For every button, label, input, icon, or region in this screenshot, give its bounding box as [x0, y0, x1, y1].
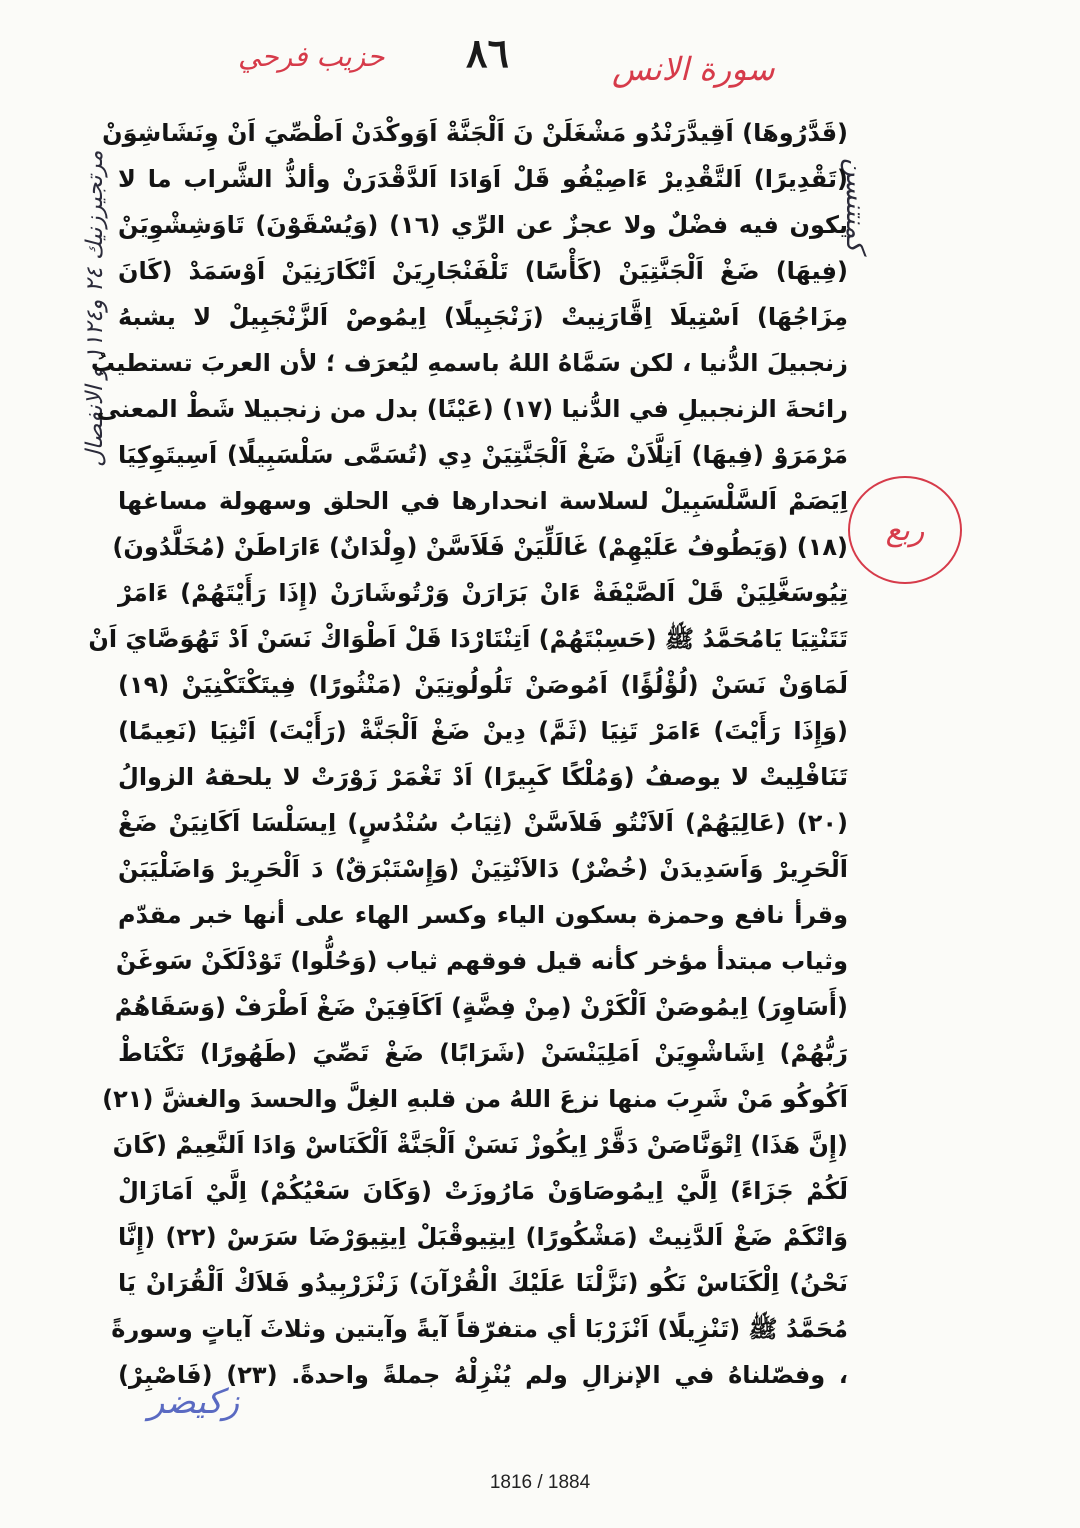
text-line: مَرْمَرَوْ (فِيهَا) اَتِلَّاَنْ ضَغْ اَلْجَنَّتِيَنْ دِي (تُسَمَّى سَلْسَبِيلًا) اَسِيتَوِكِيَا: [118, 441, 848, 469]
text-line: (قَدَّرُوهَا) اَقِيدَّرَنْدُو مَشْغَلَنْ نَ اَلْجَنَّةْ اَوَوكْدَنْ اَطْصِّيَ اَنْ وِنَشَاشِوَنْ: [102, 119, 848, 147]
handwritten-surah-title: سورة الانس: [612, 50, 775, 88]
text-line: تَتَنْتِيَا يَامُحَمَّدُ ﷺ (حَسِبْتَهُمْ) اَتِنْتَارْدَا قَلْ اَطْوَاكْ نَسَنْ اَدْ تَهُوَصَّايَ اَنْ: [88, 625, 848, 653]
text-line: زنجبيلَ الدُّنيا ، لكن سَمَّاهُ اللهُ باسمهِ ليُعرَف ؛ لأن العربَ تستطيبُ: [90, 349, 848, 377]
handwritten-signature: زكيضر: [148, 1382, 240, 1422]
rubu-marker-stamp: [848, 476, 962, 584]
text-line: ، وفصّلناهُ في الإنزالِ ولم يُنْزِلْهُ جملةً واحدةً. (٢٣) (فَاصْبِرْ): [118, 1361, 849, 1389]
text-line: اِيَصَمْ اَلسَّلْسَبِيلْ لسلاسة انحدارها في الحلق وسهولة مساغها: [118, 487, 848, 515]
handwritten-section-note: حزيب فرحي: [238, 40, 385, 73]
text-line: (تَقْدِيرًا) اَلتَّقْدِيرْ ءَاصِيْفُو قَلْ اَوَادَا اَلدَّقْدَرَنْ وألذُّ الشَّراب ما لا: [118, 165, 848, 193]
right-margin-note: كمنتنسن: [840, 158, 870, 252]
page-number: ٨٦: [466, 30, 509, 77]
text-line: لَكُمْ جَزَاءً) اِلَّيْ اِيمُوصَاوَنْ مَارُوزَتْ (وَكَانَ سَعْيُكُمْ) اِلَّيْ اَمَازَالْ: [118, 1177, 848, 1205]
text-line: رائحةَ الزنجبيلِ في الدُّنيا (١٧) (عَيْنًا) بدل من زنجبيلا شَطْ المعنى: [96, 395, 848, 423]
text-line: لَمَاوَنْ نَسَنْ (لُؤْلُؤًا) اَمُوصَنْ تَلُولُوتِيَنْ (مَنْثُورًا) فِيتَكْتَكْنِيَنْ (١٩): [118, 671, 848, 699]
text-line: اَلْحَرِيرْ وَاَسَدِيدَنْ (خُضْرٌ) دَالاَنْتِيَنْ (وَإِسْتَبْرَقٌ) دَ اَلْحَرِيرْ وَاضَلْيَبَنْ: [118, 855, 848, 883]
text-line: (أَسَاوِرَ) اِيمُوصَنْ اَلْكَرْنْ (مِنْ فِضَّةٍ) اَكَاَفِيَنْ ضَغْ اَطْرَفْ (وَسَقَاهُمْ: [114, 993, 848, 1021]
text-line: مِزَاجُهَا) اَسْتِيلَا اِقَّارَنِيتْ (زَنْجَبِيلًا) اِيمُوصْ اَلزَّنْجَبِيلْ لا يشبهُ: [118, 303, 848, 331]
left-margin-note: مرتجيرزنيك ٢٤ و١١٢٤ و الانفصال: [82, 150, 108, 467]
text-line: (فِيهَا) ضَغْ اَلْجَنَّتِيَنْ (كَأْسًا) تَلْفَنْجَارِيَنْ اَتْكَارَنِيَنْ اَوْسَمَدْ (كَانَ: [118, 257, 848, 285]
text-line: وثياب مبتدأ مؤخر كأنه قيل فوقهم ثياب (وَحُلُّوا) تَوْدْلَكَنْ سَوغَنْ: [115, 947, 848, 975]
text-line: اَكُوكُو مَنْ شَرِبَ منها نزعَ اللهُ من قلبهِ الغِلَّ والحسدَ والغشَّ (٢١): [102, 1085, 848, 1113]
text-line: وقرأ نافع وحمزة بسكون الياء وكسر الهاء على أنها خبر مقدّم: [118, 901, 848, 929]
text-line: (١٨) (وَيَطُوفُ عَلَيْهِمْ) غَالَلِّيَنْ فَلَاَسَّنْ (وِلْدَانٌ) ءَارَاطَنْ (مُخَلَّدُونَ): [112, 533, 848, 561]
text-line: (٢٠) (عَالِيَهُمْ) اَلاَنْتُو فَلاَسَّنْ (ثِيَابُ سُنْدُسٍ) اِيسَلْسَا اَكَانِيَنْ ضَغْ: [118, 809, 848, 837]
text-line: نَحْنُ) اِلْكَنَاسْ نَكُو (نَزَّلْنَا عَلَيْكَ الْقُرْآنَ) زَنْزَرْبِيدُو فَلاَكْ اَلْقُرَانْ يَا: [118, 1269, 848, 1297]
text-line: تَنَافْلِيتْ لا يوصفُ (وَمُلْكًا كَبِيرًا) اَدْ تَغْمَرْ زَوْرَتْ لا يلحقهُ الزوالُ: [118, 763, 848, 791]
rubu-marker-label: ربع: [885, 512, 925, 548]
text-line: يكون فيه فضْلٌ ولا عجزٌ عن الرِّي (١٦) (وَيُسْقَوْنَ) تَاوَشِشْوِيَنْ: [118, 211, 848, 239]
text-line: وَاتْكَمْ ضَغْ اَلدَّنِيتْ (مَشْكُورًا) اِيتِيوقْبَلْ اِيتِيوَرْضَا سَرَسْ (٢٢) (إِنَّا: [118, 1223, 848, 1251]
text-line: مُحَمَّدُ ﷺ (تَنْزِيلًا) اَنْزَرْبَا أي متفرّقاً آيةً وآيتين وثلاثَ آياتٍ وسورةً: [111, 1315, 848, 1343]
text-line: (إِنَّ هَذَا) اِتْوَنَّاصَنْ دَقَّرْ اِيكُوزْ نَسَنْ اَلْجَنَّةْ اَلْكَنَاسْ وَادَا اَلنَّعِيمْ (كَانَ: [112, 1131, 848, 1159]
page-counter: 1816 / 1884: [489, 1472, 591, 1493]
text-line: (وَإِذَا رَأَيْتَ) ءَامَرْ تَنِيَا (ثَمَّ) دِينْ ضَغْ اَلْجَنَّةْ (رَأَيْتَ) اَتْنِيَا (نَعِيمًا): [118, 717, 848, 745]
text-line: رَبُّهُمْ) اِشَاشْوِيَنْ اَمَلِيَنْسَنْ (شَرَابًا) ضَغْ تَصِّيَ (طَهُورًا) تَكْنَاطْ: [118, 1039, 848, 1067]
text-line: تِيُوسَغَّلِيَنْ قَلْ اَلصَّيْفَةْ ءَانْ بَرَارَنْ وَرْتُوشَارَنْ (إِذَا رَأَيْتَهُمْ) ءَامَرْ: [118, 579, 848, 607]
